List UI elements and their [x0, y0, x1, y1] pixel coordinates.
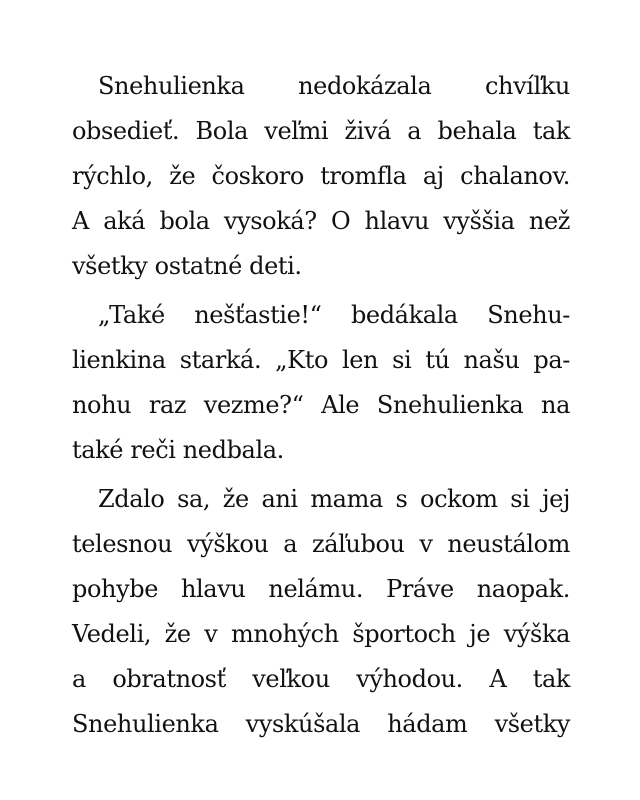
text-line: Snehulienka nedokázala chvíľku — [98, 72, 570, 100]
body-text — [72, 64, 570, 747]
text-line: lienkina starká. „Kto len si tú našu pa- — [72, 346, 570, 374]
paragraph-1 — [72, 64, 570, 289]
text-line: všetky ostatné deti. — [72, 252, 302, 280]
text-line: nohu raz vezme?“ Ale Snehulienka na — [72, 391, 570, 419]
text-line: rýchlo, že čoskoro tromfla aj chalanov. — [72, 162, 570, 190]
text-line: A aká bola vysoká? O hlavu vyššia než — [72, 207, 570, 235]
text-line: Zdalo sa, že ani mama s ockom si jej — [98, 485, 570, 513]
text-line: obsedieť. Bola veľmi živá a behala tak — [72, 117, 570, 145]
text-line: pohybe hlavu nelámu. Práve naopak. — [72, 575, 570, 603]
text-line: telesnou výškou a záľubou v neustálom — [72, 530, 570, 558]
text-line: Snehulienka vyskúšala hádam všetky — [72, 710, 570, 738]
text-line: Vedeli, že v mnohých športoch je výška — [72, 620, 570, 648]
paragraph-3 — [72, 477, 570, 747]
text-line: a obratnosť veľkou výhodou. A tak — [72, 665, 570, 693]
paragraph-2 — [72, 293, 570, 473]
text-line: „Také nešťastie!“ bedákala Snehu- — [98, 301, 570, 329]
text-line: také reči nedbala. — [72, 436, 284, 464]
